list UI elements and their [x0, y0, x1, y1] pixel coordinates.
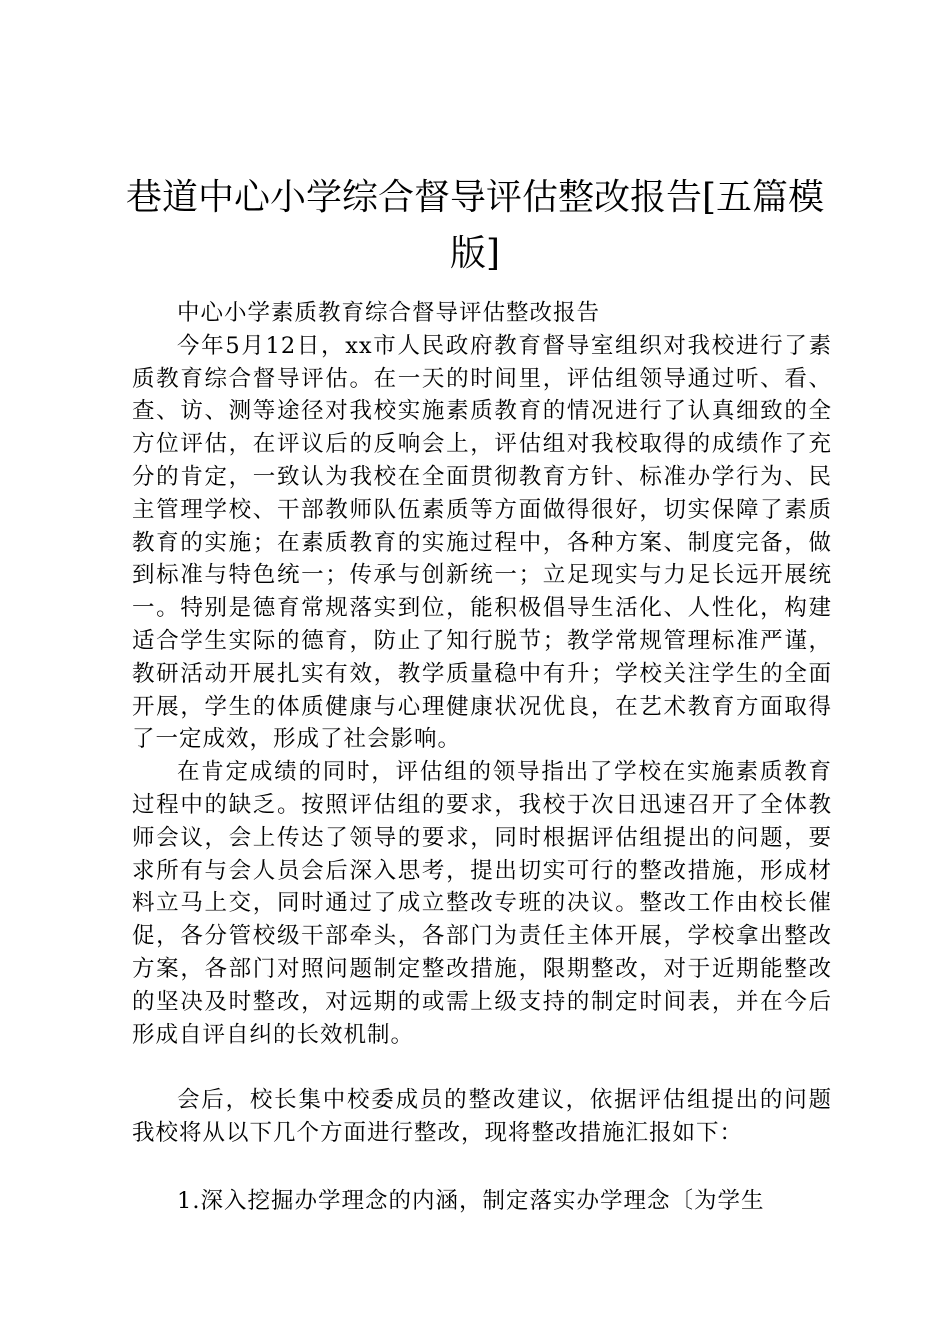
document-subtitle: 中心小学素质教育综合督导评估整改报告	[177, 300, 601, 326]
paragraph-3: 会后，校长集中校委成员的整改建议，依据评估组提出的问题我校将从以下几个方面进行整改，现将整改措施汇报如下：	[132, 1087, 832, 1147]
paragraph-2: 在肯定成绩的同时，评估组的领导指出了学校在实施素质教育过程中的缺乏。按照评估组的要求，我校于次日迅速召开了全体教师会议，会上传达了领导的要求，同时根据评估组提出的问题，要求所有与会人员会后深入思考，提出切实可行的整改措施，形成材料立马上交，同时通过了成立整改专班的决议。整改工作由校长催促，各分管校级干部牵头，各部门为责任主体开展，学校拿出整改方案，各部门对照问题制定整改措施，限期整改，对于近期能整改的坚决及时整改，对远期的或需上级支持的制定时间表，并在今后形成自评自纠的长效机制。	[132, 759, 832, 1048]
document-title: 巷道中心小学综合督导评估整改报告[五篇模版]	[125, 177, 825, 274]
document-body	[132, 297, 832, 1218]
paragraph-1: 今年5月12日，xx市人民政府教育督导室组织对我校进行了素质教育综合督导评估。在一天的时间里，评估组领导通过听、看、查、访、测等途径对我校实施素质教育的情况进行了认真细致的全方位评估，在评议后的反响会上，评估组对我校取得的成绩作了充分的肯定，一致认为我校在全面贯彻教育方针、标准办学行为、民主管理学校、干部教师队伍素质等方面做得很好，切实保障了素质教育的实施；在素质教育的实施过程中，各种方案、制度完备，做到标准与特色统一；传承与创新统一；立足现实与力足长远开展统一。特别是德育常规落实到位，能积极倡导生活化、人性化，构建适合学生实际的德育，防止了知行脱节；教学常规管理标准严谨，教研活动开展扎实有效，教学质量稳中有升；学校关注学生的全面开展，学生的体质健康与心理健康状况优良，在艺术教育方面取得了一定成效，形成了社会影响。	[132, 332, 832, 753]
paragraph-4: 1.深入挖掘办学理念的内涵，制定落实办学理念〔为学生	[177, 1187, 765, 1214]
